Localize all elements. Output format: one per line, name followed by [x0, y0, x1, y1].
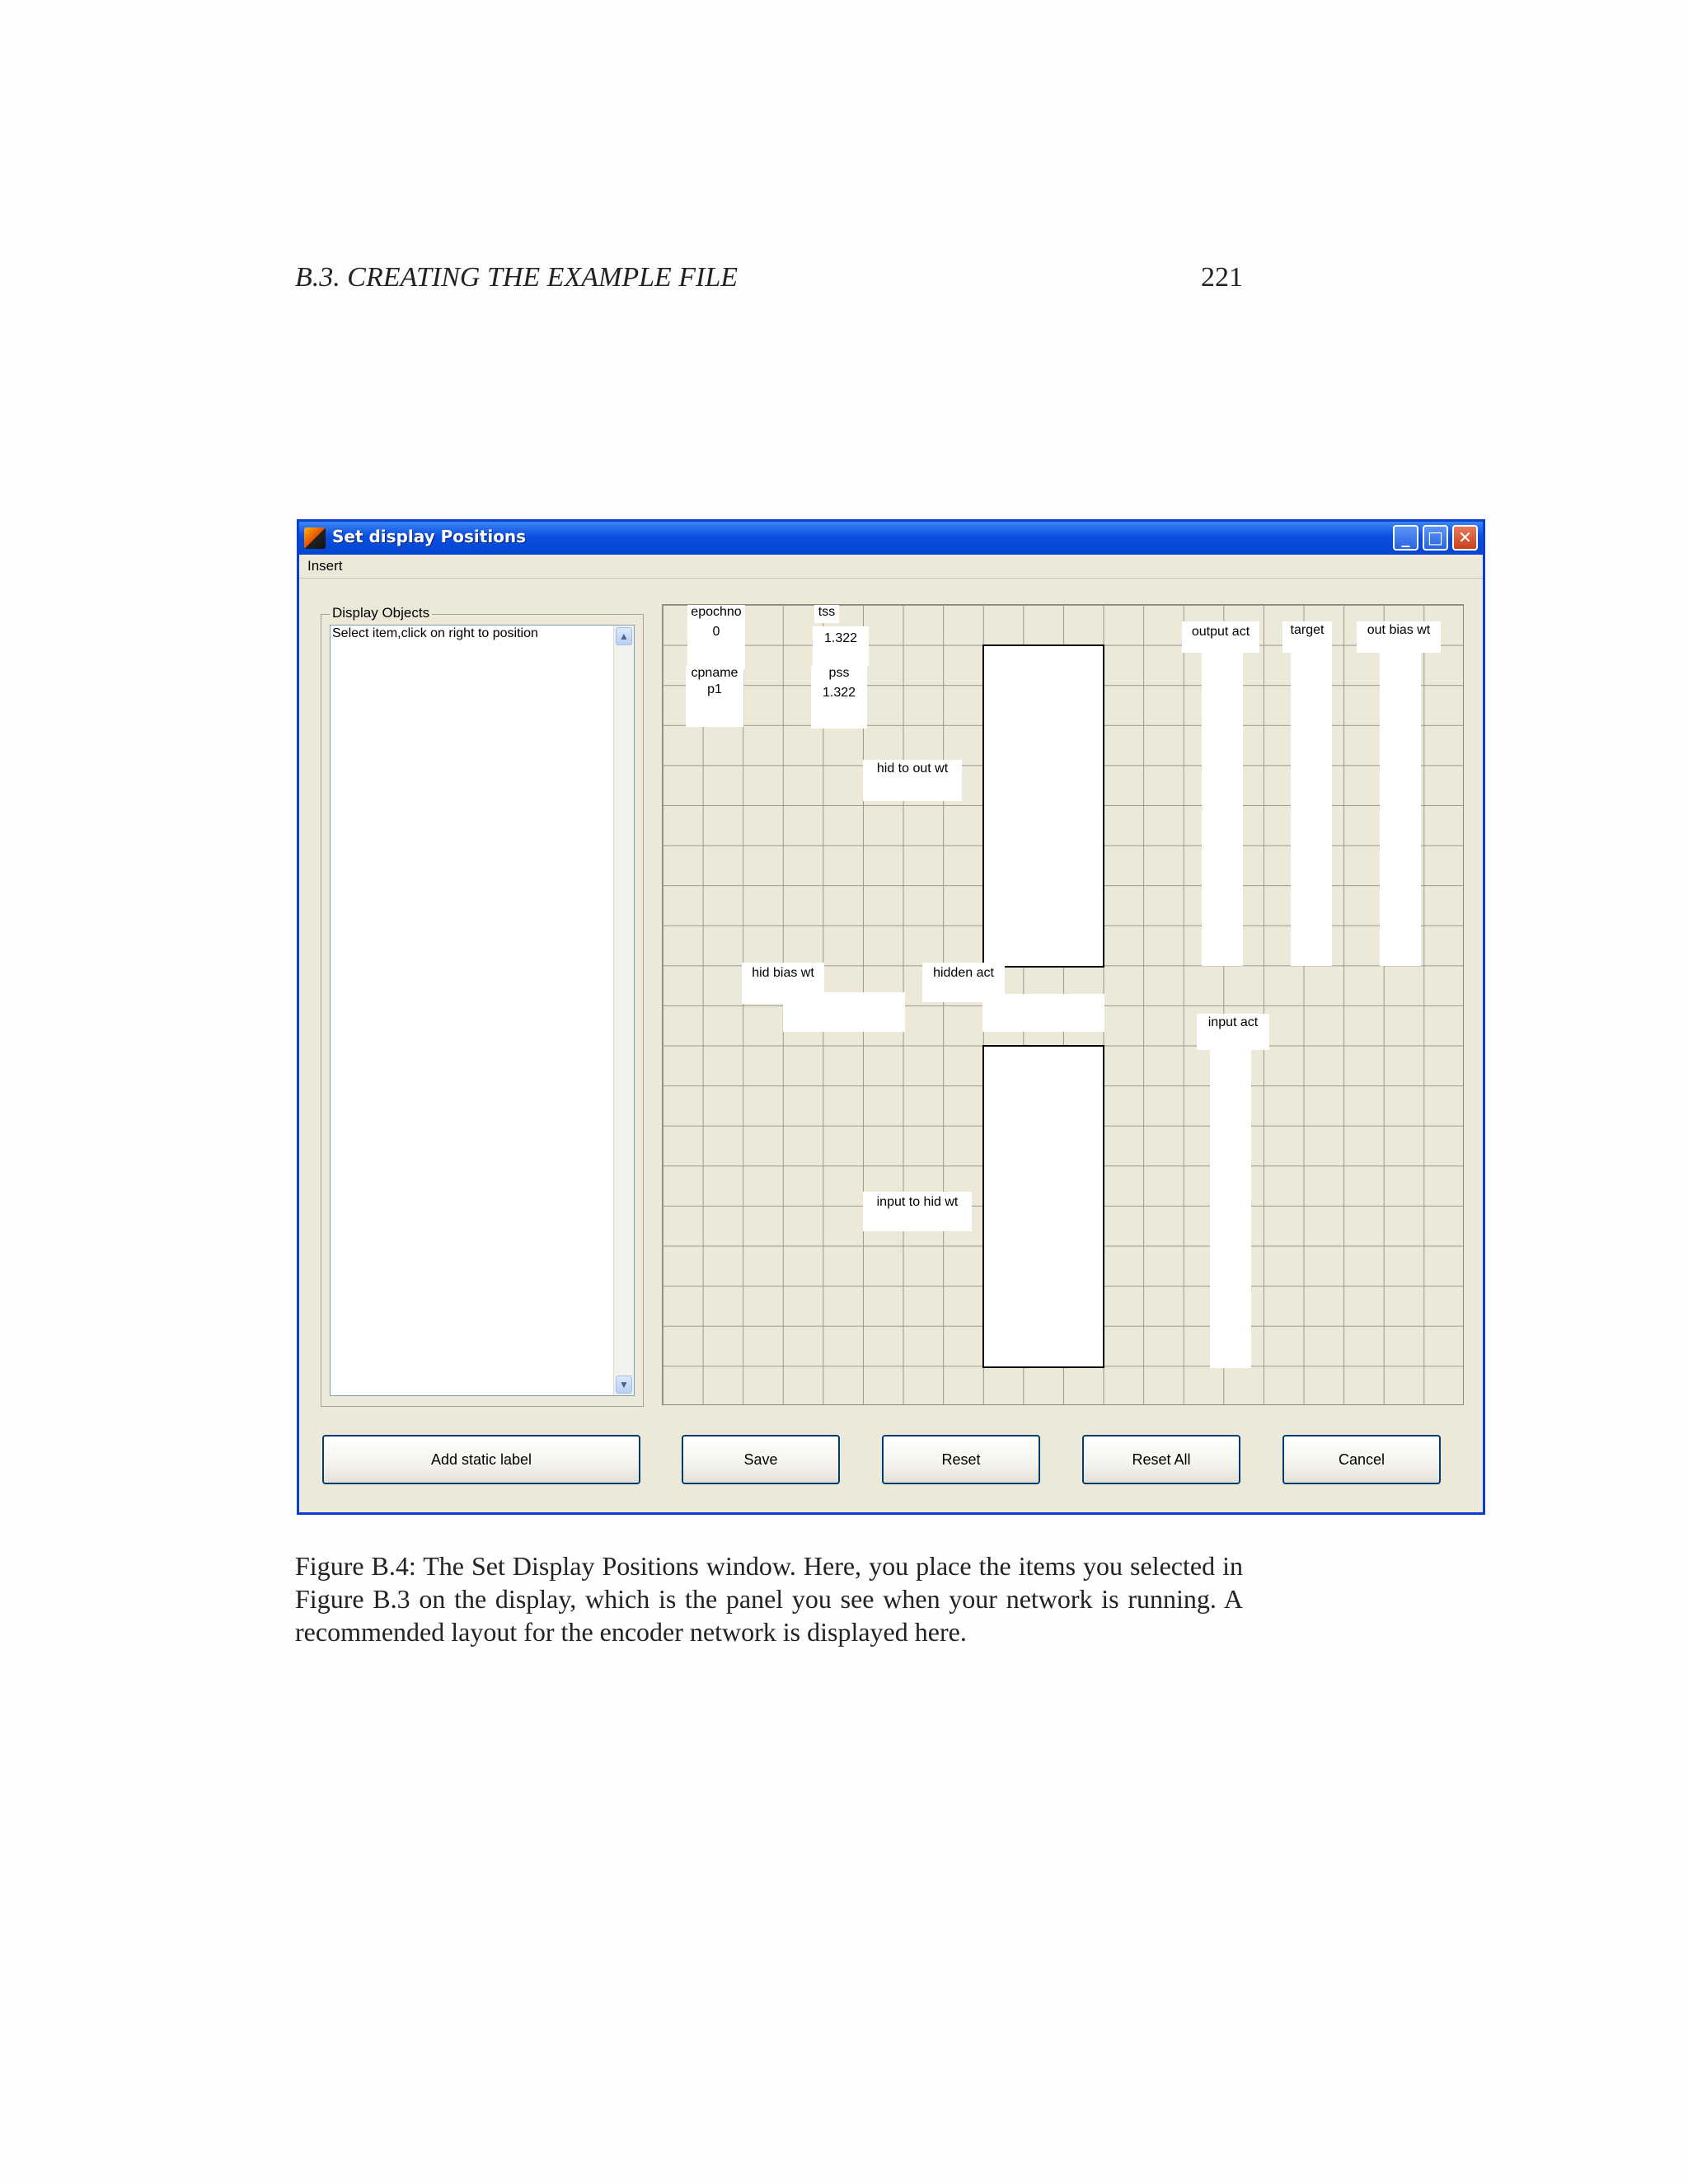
section-title: B.3. CREATING THE EXAMPLE FILE	[295, 262, 738, 293]
reset-all-button[interactable]: Reset All	[1082, 1435, 1240, 1484]
cpname-item[interactable]	[686, 666, 743, 727]
list-hint: Select item,click on right to position	[332, 626, 538, 640]
minimize-button[interactable]: _	[1393, 525, 1418, 551]
input-act-bar[interactable]	[1210, 1050, 1251, 1368]
running-head	[295, 262, 1243, 303]
tss-label: tss	[818, 605, 836, 619]
cpname-value: p1	[707, 682, 722, 696]
maximize-button[interactable]: □	[1423, 525, 1448, 551]
input-act-item[interactable]	[1197, 1014, 1269, 1050]
epochno-value: 0	[712, 625, 720, 639]
input-to-hid-matrix[interactable]	[982, 1045, 1104, 1368]
input-to-hid-label: input to hid wt	[876, 1195, 959, 1209]
window-title: Set display Positions	[332, 527, 527, 546]
input-to-hid-item[interactable]	[863, 1192, 972, 1231]
set-display-positions-window	[297, 519, 1485, 1515]
hid-to-out-matrix[interactable]	[982, 644, 1104, 968]
cpname-label: cpname	[691, 666, 738, 680]
hid-bias-label: hid bias wt	[752, 966, 814, 980]
display-objects-list[interactable]	[330, 625, 635, 1396]
cancel-button[interactable]: Cancel	[1282, 1435, 1441, 1484]
figure-caption: Figure B.4: The Set Display Positions window. Here, you place the items you selected in Figure B.3 on the display, which is the panel you see when your network is running. A recommended layout for the encoder network is displayed here.	[295, 1551, 1243, 1647]
scroll-down-icon[interactable]: ▼	[616, 1376, 632, 1394]
out-bias-label: out bias wt	[1367, 623, 1431, 637]
hid-to-out-label: hid to out wt	[876, 762, 949, 776]
display-objects-group	[321, 605, 644, 1407]
input-act-label: input act	[1207, 1015, 1259, 1029]
hidden-act-label: hidden act	[933, 966, 994, 980]
tss-value: 1.322	[823, 631, 858, 645]
target-label: target	[1290, 623, 1325, 637]
scroll-up-icon[interactable]: ▲	[616, 627, 632, 645]
pss-label: pss	[828, 666, 850, 680]
hid-to-out-item[interactable]	[863, 760, 962, 801]
target-item[interactable]	[1282, 621, 1332, 653]
save-button[interactable]: Save	[682, 1435, 840, 1484]
target-bar[interactable]	[1291, 653, 1332, 966]
output-act-label: output act	[1191, 625, 1250, 639]
pss-value: 1.322	[822, 686, 856, 700]
matlab-icon	[304, 527, 326, 549]
tss-label-box[interactable]	[814, 605, 839, 623]
output-act-bar[interactable]	[1202, 653, 1243, 966]
pss-item[interactable]	[811, 666, 867, 729]
menu-bar	[299, 555, 1483, 579]
reset-button[interactable]: Reset	[882, 1435, 1040, 1484]
output-act-item[interactable]	[1182, 621, 1259, 653]
list-scrollbar[interactable]	[613, 626, 634, 1395]
menu-insert[interactable]: Insert	[307, 558, 343, 574]
out-bias-item[interactable]	[1357, 621, 1441, 653]
epochno-label: epochno	[691, 605, 742, 619]
page-number: 221	[1201, 262, 1243, 293]
position-grid[interactable]	[662, 604, 1464, 1405]
hidden-act-bar[interactable]	[982, 994, 1104, 1032]
tss-value-box[interactable]	[813, 626, 869, 666]
add-static-label-button[interactable]: Add static label	[322, 1435, 640, 1484]
hid-bias-bar[interactable]	[783, 992, 905, 1032]
epochno-item[interactable]	[687, 605, 745, 669]
close-button[interactable]: ✕	[1452, 525, 1478, 551]
display-objects-label: Display Objects	[330, 605, 432, 621]
out-bias-bar[interactable]	[1380, 653, 1421, 966]
title-bar[interactable]	[299, 522, 1483, 555]
